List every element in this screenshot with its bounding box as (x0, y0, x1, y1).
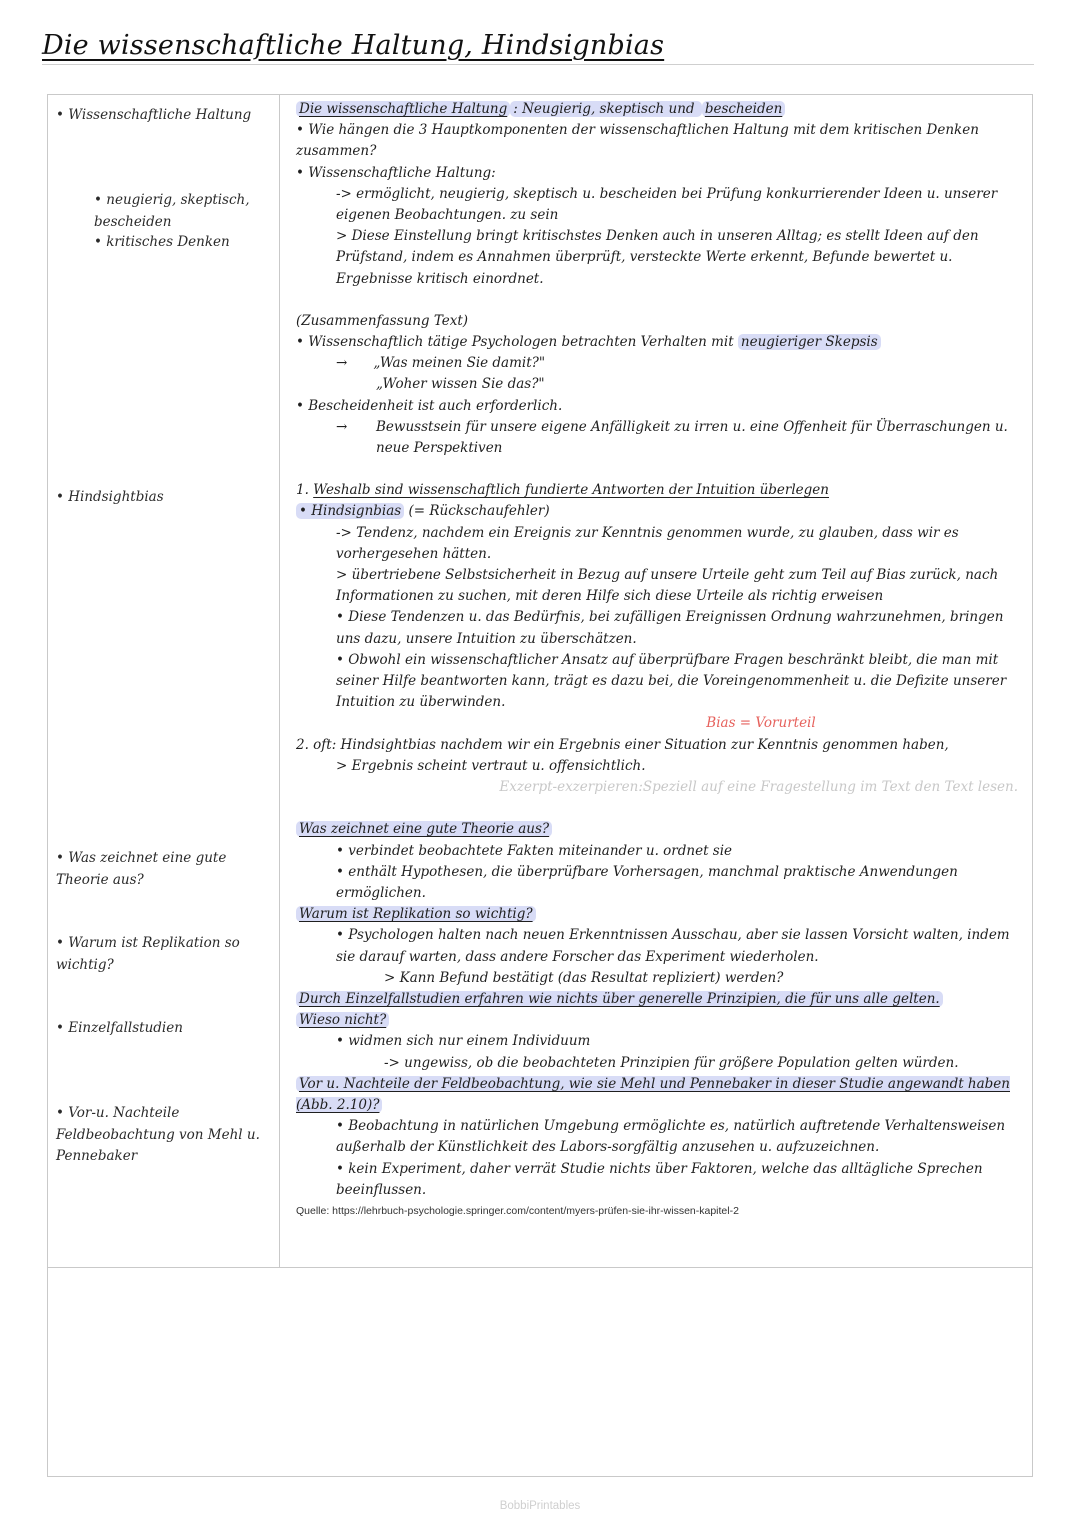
highlight-text: bescheiden (702, 101, 785, 117)
cue-gute-theorie: • Was zeichnet eine gute Theorie aus? (56, 850, 227, 888)
note-text: Bewusstsein für unsere eigene Anfälligkeit zu irren u. eine Offenheit für Überraschungen u. neue Perspektiven (376, 418, 1008, 457)
section-heading (296, 480, 1026, 501)
note-line: • verbindet beobachtete Fakten miteinander u. ordnet sie (336, 842, 733, 859)
note-line: „Woher wissen Sie das?" (376, 376, 545, 393)
highlight-text: Durch Einzelfallstudien erfahren wie nichts über generelle Prinzipien, die für uns alle gelten. (296, 991, 943, 1007)
highlight-text: Vor u. Nachteile der Feldbeobachtung, wie sie Mehl und Pennebaker in dieser Studie angewandt haben (Abb. 2.10)? (296, 1075, 1010, 1113)
note-line: • Psychologen halten nach neuen Erkenntnissen Ausschau, aber sie lassen Vorsicht walten, indem sie darauf warten, dass andere Forscher das Experiment wiederholen. (336, 927, 1010, 965)
highlight-text: Die wissenschaftliche Haltung (296, 101, 510, 117)
spacer (296, 798, 1026, 819)
note-text: 1. (296, 482, 314, 499)
note-line: • widmen sich nur einem Individuum (336, 1033, 591, 1050)
bias-annotation: Bias = Vorurteil (706, 715, 816, 732)
spacer (296, 290, 1026, 311)
note-line: • enthält Hypothesen, die überprüfbare Vorhersagen, manchmal praktische Anwendungen ermöglichen. (336, 863, 958, 901)
footer-watermark: BobbiPrintables (499, 1500, 581, 1512)
cue-wissenschaftliche-haltung: • Wissenschaftliche Haltung (56, 107, 252, 123)
note-line: -> ermöglicht, neugierig, skeptisch u. bescheiden bei Prüfung konkurrierender Ideen u. unserer eigenen Beobachtungen. zu sein (336, 185, 998, 224)
section-heading (296, 1074, 1026, 1116)
highlight-text: Was zeichnet eine gute Theorie aus? (296, 821, 552, 837)
column-divider (279, 95, 280, 1267)
page-title: Die wissenschaftliche Haltung, Hindsignbias (42, 30, 665, 61)
note-text: „Was meinen Sie damit?" (373, 355, 546, 372)
title-rule (42, 64, 1034, 65)
note-line: (Zusammenfassung Text) (296, 312, 469, 329)
arrow-icon: → (336, 355, 348, 372)
note-text: • Wissenschaftlich tätige Psychologen betrachten Verhalten mit (296, 334, 738, 351)
note-line: • Diese Tendenzen u. das Bedürfnis, bei zufälligen Ereignissen Ordnung wahrzunehmen, bringen uns dazu, unsere Intuition zu überschätzen. (336, 609, 1004, 647)
note-line (296, 417, 1026, 459)
highlight-text: Warum ist Replikation so wichtig? (296, 906, 536, 922)
note-line: -> Tendenz, nachdem ein Ereignis zur Kenntnis genommen wurde, zu glauben, dass wir es vorhergesehen hätten. (336, 524, 959, 562)
cue-kritisches-denken: • kritisches Denken (94, 234, 230, 250)
highlight-text: • Hindsignbias (296, 503, 404, 519)
section-heading (296, 904, 1026, 925)
note-text: (= Rückschaufehler) (404, 503, 550, 520)
note-line: • Wie hängen die 3 Hauptkomponenten der wissenschaftlichen Haltung mit dem kritischen Denken zusammen? (296, 122, 979, 160)
note-line: -> ungewiss, ob die beobachteten Prinzipien für größere Population gelten würden. (384, 1054, 959, 1071)
note-line (296, 501, 1026, 522)
section-heading (296, 989, 1026, 1010)
note-line: • Beobachtung in natürlichen Umgebung ermöglichte es, natürlich auftretende Verhaltensweisen außerhalb der Künstlichkeit des Labors-sorgfältig anzusehen u. aufzuzeichnen. (336, 1118, 1006, 1156)
cue-neugierig: • neugierig, skeptisch, bescheiden (94, 192, 250, 230)
highlight-text: Wieso nicht? (296, 1012, 389, 1028)
summary-divider (48, 1267, 1032, 1268)
cornell-notes-sheet (47, 94, 1033, 1477)
arrow-icon: → (336, 418, 348, 435)
highlight-text: : Neugierig, skeptisch und (510, 101, 702, 117)
highlight-text: neugieriger Skepsis (738, 334, 881, 350)
cue-einzelfallstudien: • Einzelfallstudien (56, 1020, 183, 1036)
note-text: Weshalb sind wissenschaftlich fundierte Antworten der Intuition überlegen (313, 482, 829, 499)
note-line: • Wissenschaftliche Haltung: (296, 164, 496, 181)
note-line (296, 332, 1026, 353)
note-line: • Bescheidenheit ist auch erforderlich. (296, 397, 563, 414)
note-line: • kein Experiment, daher verrät Studie nichts über Faktoren, welche das alltägliche Sprechen beeinflussen. (336, 1160, 983, 1198)
cue-hindsightbias: • Hindsightbias (56, 489, 164, 505)
note-line: > Kann Befund bestätigt (das Resultat repliziert) werden? (384, 969, 784, 986)
cue-replikation: • Warum ist Replikation so wichtig? (56, 935, 240, 973)
note-line (296, 353, 1026, 374)
note-line: > Diese Einstellung bringt kritischstes Denken auch in unseren Alltag; es stellt Ideen auf den Prüfstand, indem es Annahmen überprüft, versteckte Werte erkennt, Befunde bewertet u. Ergebnisse kritisch einordnet. (336, 228, 979, 287)
faint-annotation: Exzerpt-exzerpieren:Speziell auf eine Fragestellung im Text den Text lesen. (499, 779, 1018, 796)
note-line: > Ergebnis scheint vertraut u. offensichtlich. (336, 757, 646, 774)
section-heading (296, 99, 1026, 120)
note-line: > übertriebene Selbstsicherheit in Bezug auf unsere Urteile geht zum Teil auf Bias zurück, nach Informationen zu suchen, mit deren Hilfe sich diese Urteile als richtig erweisen (336, 567, 999, 605)
notes-column (296, 99, 1026, 1222)
note-line: 2. oft: Hindsightbias nachdem wir ein Ergebnis einer Situation zur Kenntnis genommen haben, (296, 736, 949, 753)
spacer (296, 459, 1026, 480)
section-heading (296, 819, 1026, 840)
note-line: • Obwohl ein wissenschaftlicher Ansatz auf überprüfbare Fragen beschränkt bleibt, die man mit seiner Hilfe beantworten kann, trägt es dazu bei, die Voreingenommenheit u. die Defizite unserer Intuition zu überwinden. (336, 651, 1007, 711)
source-citation: Quelle: https://lehrbuch-psychologie.springer.com/content/myers-prüfen-sie-ihr-wissen-kapitel-2 (296, 1204, 739, 1217)
cue-feldbeobachtung: • Vor-u. Nachteile Feldbeobachtung von Mehl u. Pennebaker (56, 1105, 260, 1164)
section-heading (296, 1010, 1026, 1031)
